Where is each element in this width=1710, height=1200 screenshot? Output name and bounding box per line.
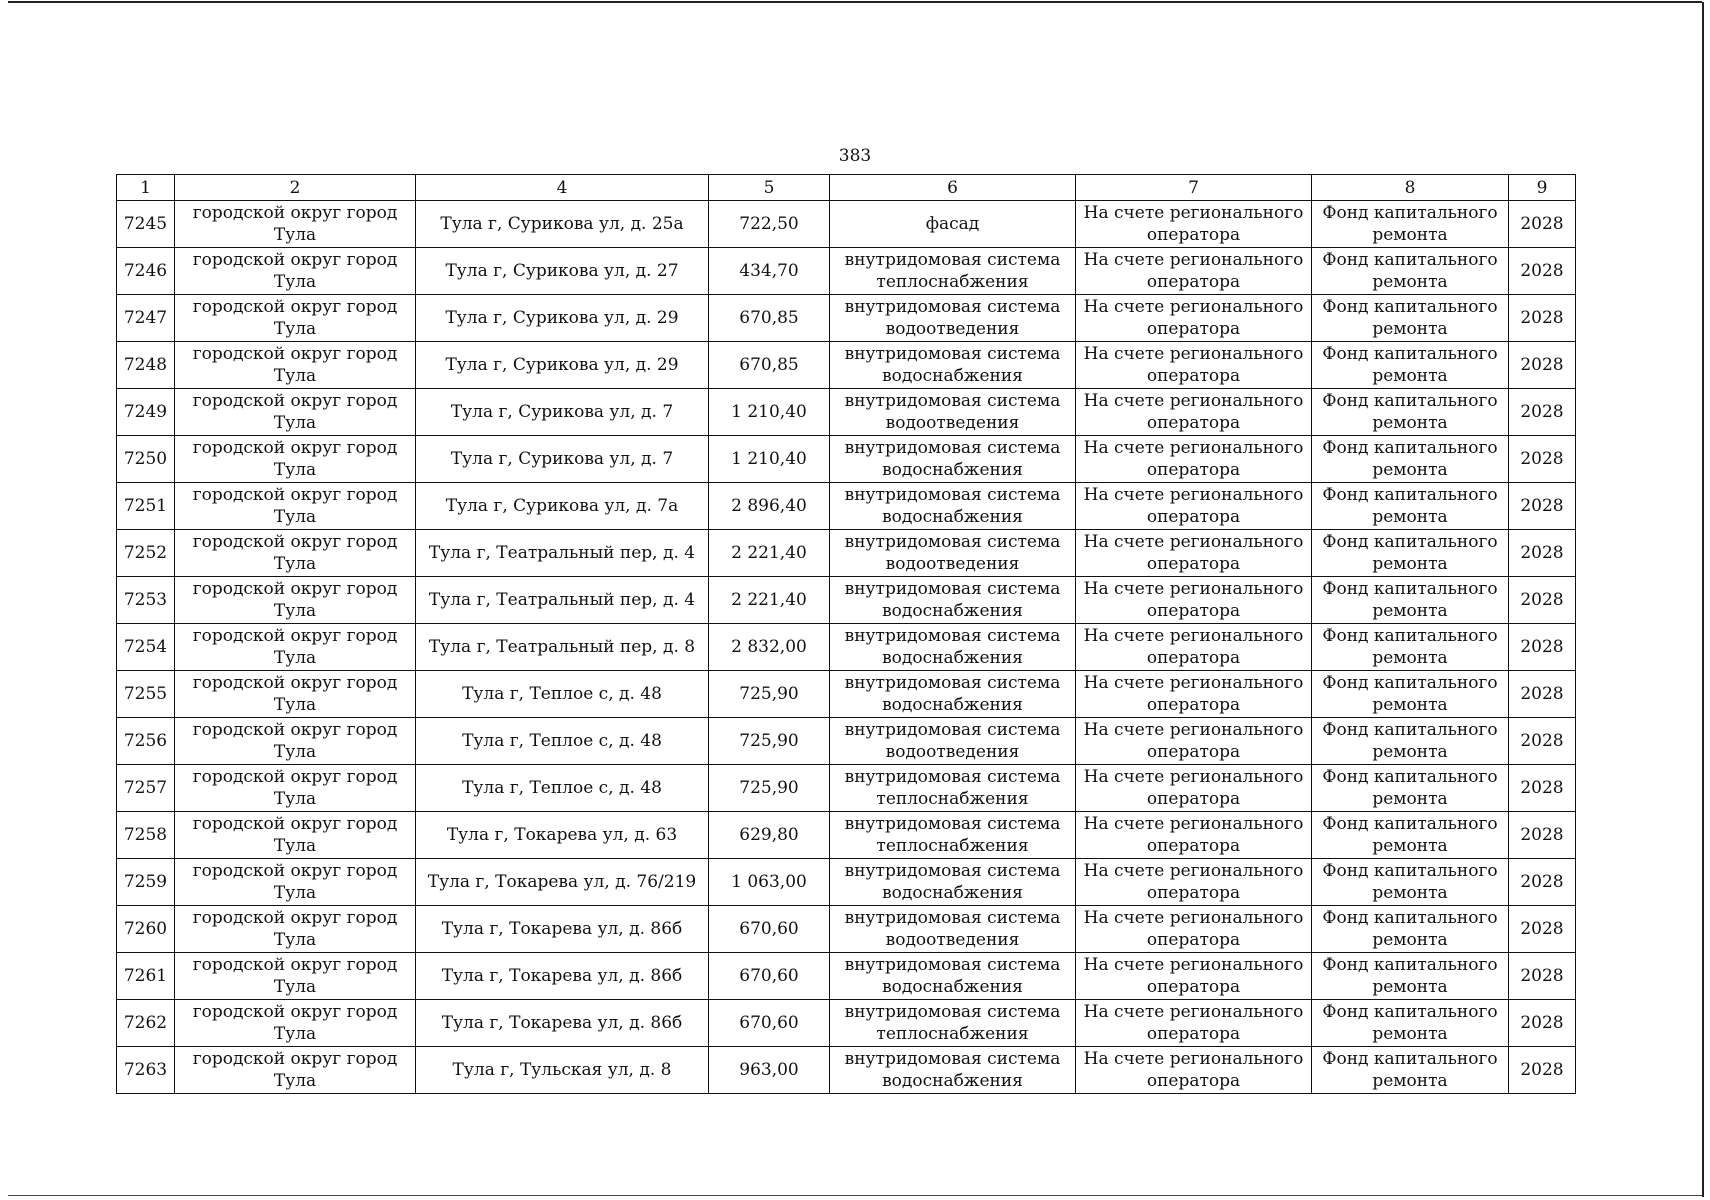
area-cell: 1 063,00 xyxy=(709,859,830,906)
year-cell: 2028 xyxy=(1509,577,1576,624)
municipality-cell: городской округ город Тула xyxy=(175,530,416,577)
address-cell: Тула г, Театральный пер, д. 8 xyxy=(416,624,709,671)
area-cell: 2 221,40 xyxy=(709,577,830,624)
year-cell: 2028 xyxy=(1509,248,1576,295)
municipality-cell: городской округ город Тула xyxy=(175,389,416,436)
work-type-cell: внутридомовая система теплоснабжения xyxy=(830,765,1076,812)
registry-table xyxy=(116,174,1576,1094)
municipality-cell: городской округ город Тула xyxy=(175,859,416,906)
account-cell: На счете регионального оператора xyxy=(1076,483,1312,530)
account-cell: На счете регионального оператора xyxy=(1076,671,1312,718)
work-type-cell: внутридомовая система водоснабжения xyxy=(830,577,1076,624)
account-cell: На счете регионального оператора xyxy=(1076,248,1312,295)
header-cell: 9 xyxy=(1509,175,1576,201)
table-row xyxy=(117,530,1576,577)
work-type-cell: внутридомовая система водоснабжения xyxy=(830,859,1076,906)
address-cell: Тула г, Сурикова ул, д. 7а xyxy=(416,483,709,530)
work-type-cell: внутридомовая система водоснабжения xyxy=(830,342,1076,389)
row-number-cell: 7260 xyxy=(117,906,175,953)
header-cell: 6 xyxy=(830,175,1076,201)
year-cell: 2028 xyxy=(1509,906,1576,953)
address-cell: Тула г, Токарева ул, д. 86б xyxy=(416,906,709,953)
work-type-cell: внутридомовая система водоснабжения xyxy=(830,671,1076,718)
municipality-cell: городской округ город Тула xyxy=(175,953,416,1000)
municipality-cell: городской округ город Тула xyxy=(175,671,416,718)
header-cell: 7 xyxy=(1076,175,1312,201)
account-cell: На счете регионального оператора xyxy=(1076,530,1312,577)
account-cell: На счете регионального оператора xyxy=(1076,1000,1312,1047)
area-cell: 670,85 xyxy=(709,342,830,389)
page-number: 383 xyxy=(838,146,872,166)
area-cell: 725,90 xyxy=(709,671,830,718)
account-cell: На счете регионального оператора xyxy=(1076,906,1312,953)
header-cell: 5 xyxy=(709,175,830,201)
area-cell: 2 896,40 xyxy=(709,483,830,530)
work-type-cell: внутридомовая система водоснабжения xyxy=(830,1047,1076,1094)
table-row xyxy=(117,577,1576,624)
area-cell: 670,60 xyxy=(709,1000,830,1047)
year-cell: 2028 xyxy=(1509,201,1576,248)
area-cell: 670,60 xyxy=(709,953,830,1000)
municipality-cell: городской округ город Тула xyxy=(175,295,416,342)
fund-cell: Фонд капитального ремонта xyxy=(1312,812,1509,859)
work-type-cell: внутридомовая система теплоснабжения xyxy=(830,1000,1076,1047)
municipality-cell: городской округ город Тула xyxy=(175,577,416,624)
table-row xyxy=(117,624,1576,671)
address-cell: Тула г, Театральный пер, д. 4 xyxy=(416,530,709,577)
municipality-cell: городской округ город Тула xyxy=(175,1000,416,1047)
table-row xyxy=(117,953,1576,1000)
fund-cell: Фонд капитального ремонта xyxy=(1312,530,1509,577)
row-number-cell: 7263 xyxy=(117,1047,175,1094)
municipality-cell: городской округ город Тула xyxy=(175,342,416,389)
row-number-cell: 7245 xyxy=(117,201,175,248)
fund-cell: Фонд капитального ремонта xyxy=(1312,765,1509,812)
fund-cell: Фонд капитального ремонта xyxy=(1312,342,1509,389)
municipality-cell: городской округ город Тула xyxy=(175,483,416,530)
fund-cell: Фонд капитального ремонта xyxy=(1312,389,1509,436)
table-row xyxy=(117,859,1576,906)
work-type-cell: внутридомовая система водоотведения xyxy=(830,906,1076,953)
work-type-cell: внутридомовая система водоснабжения xyxy=(830,436,1076,483)
municipality-cell: городской округ город Тула xyxy=(175,248,416,295)
fund-cell: Фонд капитального ремонта xyxy=(1312,624,1509,671)
table-row xyxy=(117,812,1576,859)
work-type-cell: фасад xyxy=(830,201,1076,248)
address-cell: Тула г, Сурикова ул, д. 7 xyxy=(416,436,709,483)
work-type-cell: внутридомовая система водоснабжения xyxy=(830,483,1076,530)
fund-cell: Фонд капитального ремонта xyxy=(1312,295,1509,342)
fund-cell: Фонд капитального ремонта xyxy=(1312,201,1509,248)
table-row xyxy=(117,436,1576,483)
row-number-cell: 7261 xyxy=(117,953,175,1000)
fund-cell: Фонд капитального ремонта xyxy=(1312,436,1509,483)
row-number-cell: 7252 xyxy=(117,530,175,577)
work-type-cell: внутридомовая система водоснабжения xyxy=(830,624,1076,671)
address-cell: Тула г, Сурикова ул, д. 25а xyxy=(416,201,709,248)
fund-cell: Фонд капитального ремонта xyxy=(1312,718,1509,765)
area-cell: 963,00 xyxy=(709,1047,830,1094)
account-cell: На счете регионального оператора xyxy=(1076,859,1312,906)
year-cell: 2028 xyxy=(1509,718,1576,765)
year-cell: 2028 xyxy=(1509,953,1576,1000)
scan-edge-top xyxy=(8,1,1702,3)
municipality-cell: городской округ город Тула xyxy=(175,201,416,248)
row-number-cell: 7247 xyxy=(117,295,175,342)
account-cell: На счете регионального оператора xyxy=(1076,389,1312,436)
row-number-cell: 7259 xyxy=(117,859,175,906)
municipality-cell: городской округ город Тула xyxy=(175,624,416,671)
fund-cell: Фонд капитального ремонта xyxy=(1312,248,1509,295)
account-cell: На счете регионального оператора xyxy=(1076,765,1312,812)
header-cell: 1 xyxy=(117,175,175,201)
row-number-cell: 7254 xyxy=(117,624,175,671)
year-cell: 2028 xyxy=(1509,624,1576,671)
address-cell: Тула г, Токарева ул, д. 86б xyxy=(416,953,709,1000)
area-cell: 2 832,00 xyxy=(709,624,830,671)
account-cell: На счете регионального оператора xyxy=(1076,201,1312,248)
table-row xyxy=(117,1000,1576,1047)
account-cell: На счете регионального оператора xyxy=(1076,718,1312,765)
year-cell: 2028 xyxy=(1509,530,1576,577)
table-row xyxy=(117,906,1576,953)
account-cell: На счете регионального оператора xyxy=(1076,436,1312,483)
work-type-cell: внутридомовая система теплоснабжения xyxy=(830,248,1076,295)
address-cell: Тула г, Токарева ул, д. 86б xyxy=(416,1000,709,1047)
area-cell: 725,90 xyxy=(709,718,830,765)
year-cell: 2028 xyxy=(1509,812,1576,859)
area-cell: 2 221,40 xyxy=(709,530,830,577)
address-cell: Тула г, Сурикова ул, д. 29 xyxy=(416,295,709,342)
year-cell: 2028 xyxy=(1509,1047,1576,1094)
area-cell: 722,50 xyxy=(709,201,830,248)
year-cell: 2028 xyxy=(1509,483,1576,530)
account-cell: На счете регионального оператора xyxy=(1076,295,1312,342)
year-cell: 2028 xyxy=(1509,1000,1576,1047)
table-row xyxy=(117,295,1576,342)
table-row xyxy=(117,483,1576,530)
fund-cell: Фонд капитального ремонта xyxy=(1312,577,1509,624)
area-cell: 1 210,40 xyxy=(709,389,830,436)
fund-cell: Фонд капитального ремонта xyxy=(1312,1000,1509,1047)
table-row xyxy=(117,342,1576,389)
row-number-cell: 7248 xyxy=(117,342,175,389)
area-cell: 670,85 xyxy=(709,295,830,342)
address-cell: Тула г, Тульская ул, д. 8 xyxy=(416,1047,709,1094)
area-cell: 725,90 xyxy=(709,765,830,812)
account-cell: На счете регионального оператора xyxy=(1076,342,1312,389)
row-number-cell: 7258 xyxy=(117,812,175,859)
row-number-cell: 7257 xyxy=(117,765,175,812)
area-cell: 1 210,40 xyxy=(709,436,830,483)
year-cell: 2028 xyxy=(1509,295,1576,342)
account-cell: На счете регионального оператора xyxy=(1076,953,1312,1000)
work-type-cell: внутридомовая система водоотведения xyxy=(830,389,1076,436)
row-number-cell: 7255 xyxy=(117,671,175,718)
row-number-cell: 7256 xyxy=(117,718,175,765)
address-cell: Тула г, Сурикова ул, д. 7 xyxy=(416,389,709,436)
header-row xyxy=(117,175,1576,201)
account-cell: На счете регионального оператора xyxy=(1076,577,1312,624)
municipality-cell: городской округ город Тула xyxy=(175,1047,416,1094)
table-body xyxy=(117,201,1576,1094)
address-cell: Тула г, Сурикова ул, д. 29 xyxy=(416,342,709,389)
fund-cell: Фонд капитального ремонта xyxy=(1312,671,1509,718)
address-cell: Тула г, Токарева ул, д. 76/219 xyxy=(416,859,709,906)
area-cell: 629,80 xyxy=(709,812,830,859)
fund-cell: Фонд капитального ремонта xyxy=(1312,953,1509,1000)
header-cell: 8 xyxy=(1312,175,1509,201)
work-type-cell: внутридомовая система водоотведения xyxy=(830,718,1076,765)
year-cell: 2028 xyxy=(1509,436,1576,483)
municipality-cell: городской округ город Тула xyxy=(175,718,416,765)
row-number-cell: 7249 xyxy=(117,389,175,436)
address-cell: Тула г, Театральный пер, д. 4 xyxy=(416,577,709,624)
fund-cell: Фонд капитального ремонта xyxy=(1312,1047,1509,1094)
fund-cell: Фонд капитального ремонта xyxy=(1312,906,1509,953)
municipality-cell: городской округ город Тула xyxy=(175,812,416,859)
address-cell: Тула г, Теплое с, д. 48 xyxy=(416,765,709,812)
address-cell: Тула г, Сурикова ул, д. 27 xyxy=(416,248,709,295)
table-row xyxy=(117,765,1576,812)
account-cell: На счете регионального оператора xyxy=(1076,812,1312,859)
municipality-cell: городской округ город Тула xyxy=(175,906,416,953)
row-number-cell: 7250 xyxy=(117,436,175,483)
year-cell: 2028 xyxy=(1509,859,1576,906)
table-row xyxy=(117,248,1576,295)
year-cell: 2028 xyxy=(1509,342,1576,389)
fund-cell: Фонд капитального ремонта xyxy=(1312,859,1509,906)
area-cell: 670,60 xyxy=(709,906,830,953)
row-number-cell: 7253 xyxy=(117,577,175,624)
scan-edge-right xyxy=(1702,2,1704,1197)
address-cell: Тула г, Теплое с, д. 48 xyxy=(416,718,709,765)
table-row xyxy=(117,389,1576,436)
work-type-cell: внутридомовая система водоотведения xyxy=(830,295,1076,342)
year-cell: 2028 xyxy=(1509,389,1576,436)
address-cell: Тула г, Теплое с, д. 48 xyxy=(416,671,709,718)
year-cell: 2028 xyxy=(1509,671,1576,718)
header-cell: 2 xyxy=(175,175,416,201)
account-cell: На счете регионального оператора xyxy=(1076,624,1312,671)
scan-edge-bottom xyxy=(8,1195,1702,1196)
address-cell: Тула г, Токарева ул, д. 63 xyxy=(416,812,709,859)
municipality-cell: городской округ город Тула xyxy=(175,765,416,812)
account-cell: На счете регионального оператора xyxy=(1076,1047,1312,1094)
header-cell: 4 xyxy=(416,175,709,201)
table-row xyxy=(117,718,1576,765)
work-type-cell: внутридомовая система теплоснабжения xyxy=(830,812,1076,859)
work-type-cell: внутридомовая система водоотведения xyxy=(830,530,1076,577)
table-row xyxy=(117,1047,1576,1094)
year-cell: 2028 xyxy=(1509,765,1576,812)
row-number-cell: 7251 xyxy=(117,483,175,530)
table-row xyxy=(117,201,1576,248)
row-number-cell: 7246 xyxy=(117,248,175,295)
work-type-cell: внутридомовая система водоснабжения xyxy=(830,953,1076,1000)
table-row xyxy=(117,671,1576,718)
row-number-cell: 7262 xyxy=(117,1000,175,1047)
municipality-cell: городской округ город Тула xyxy=(175,436,416,483)
fund-cell: Фонд капитального ремонта xyxy=(1312,483,1509,530)
area-cell: 434,70 xyxy=(709,248,830,295)
